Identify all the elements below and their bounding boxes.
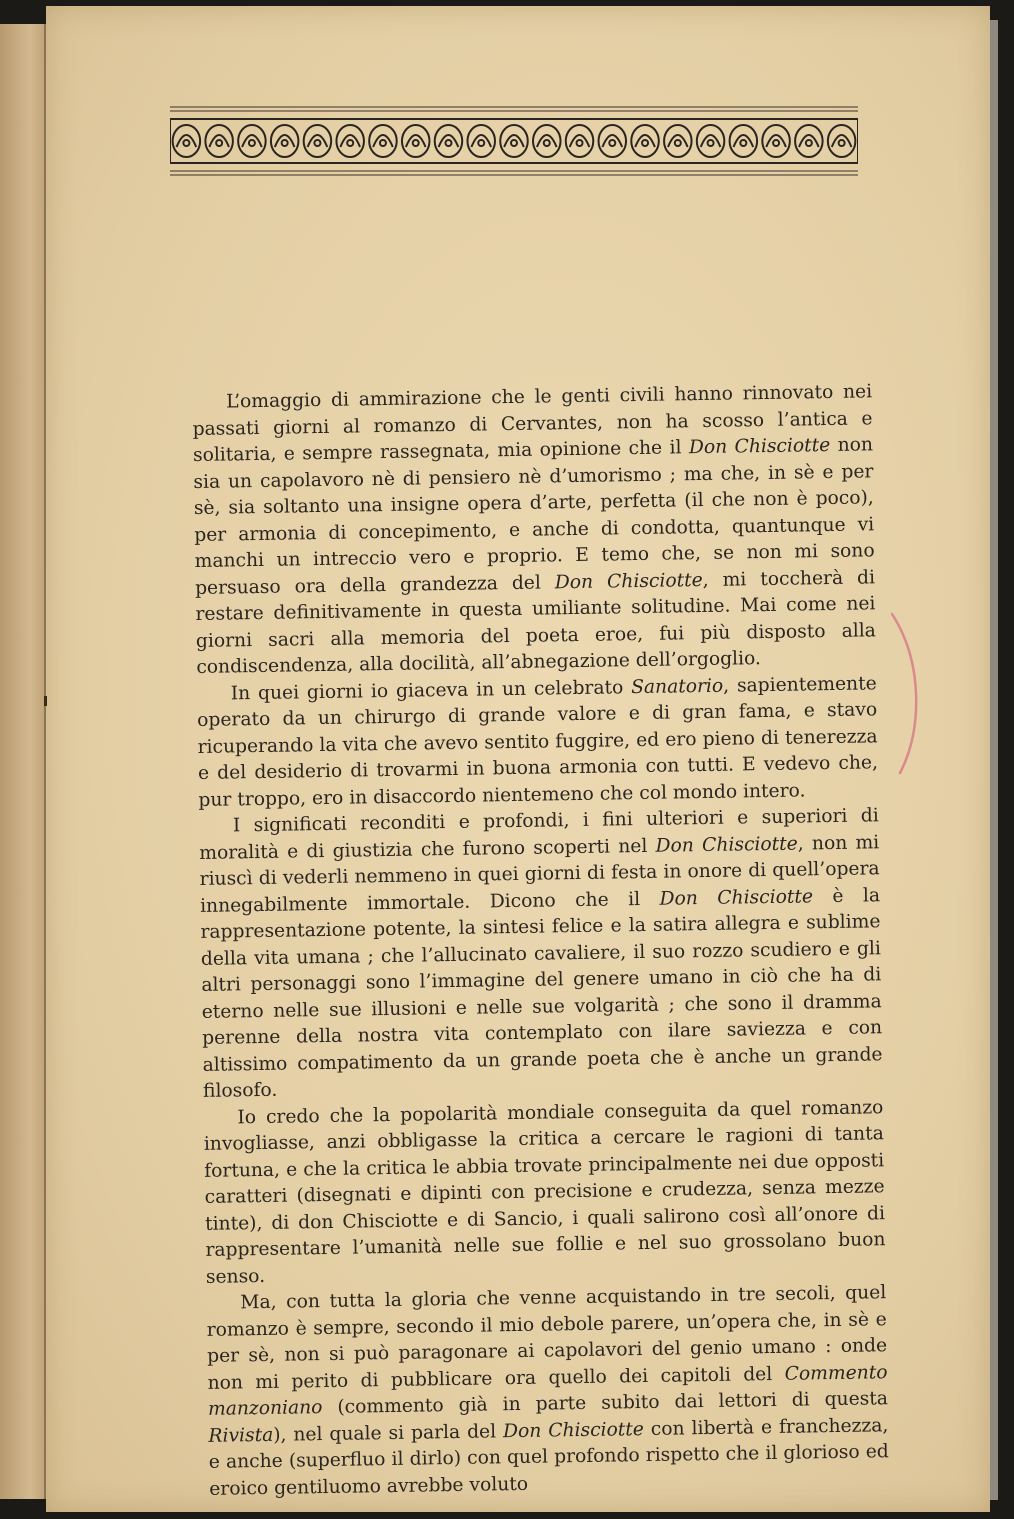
ornament-dot [282, 140, 288, 146]
italic-title: Commento manzoniano [207, 1361, 888, 1420]
body-text [192, 379, 889, 1503]
text-run: , non mi riuscì di vederli nemmeno in quei giorni di festa in onore di quell’opera innegabilmente immortale. Dicono che il [199, 831, 880, 917]
text-run: ), nel quale si parla del [273, 1420, 504, 1446]
ornament-dot [478, 140, 484, 146]
ornament-dot [216, 140, 222, 146]
ornament-dot [708, 140, 714, 146]
text-run: Io credo che la popolarità mondiale conseguita da quel romanzo invogliasse, anzi obbligasse la critica a cercare le ragioni di tanta fortuna, e che la critica le abbia trovate principalmente nei due opposti caratteri (disegnati e dipinti con precisione e crudezza, senza mezze tinte), di don Chisciotte e di Sancio, i quali salirono così all’onore di rappresentare l’umanità nelle sue follie e nel suo grossolano buon senso. [203, 1096, 886, 1288]
ornament-dot [609, 140, 615, 146]
paragraph [197, 671, 879, 814]
italic-title: Rivista [208, 1424, 274, 1447]
paragraph [206, 1280, 889, 1503]
text-run: non sia un capolavoro nè di pensiero nè d’umorismo ; ma che, in sè e per sè, sia soltanto una insigne opera d’arte, perfetta (il che non è poco), per armonia di concepimento, e anche di condotta, quantunque vi manchi un intreccio vero e proprio. E temo che, se non mi sono persuaso ora della grandezza del [193, 434, 875, 599]
italic-title: Don Chisciotte [502, 1418, 645, 1442]
text-run: è la rappresentazione potente, la sintesi felice e la satira allegra e sublime della vita umana ; che l’allucinato cavaliere, il suo rozzo scudiero e gli altri personaggi sono l’immagine del genere umano in ciò che ha di eterno nelle sue illusioni e nelle sue volgarità ; che sono il dramma perenne della nostra vita contemplato con ilare saviezza e con altissimo compatimento da un grande poeta che è anche un grande filosofo. [200, 884, 883, 1102]
italic-title: Don Chisciotte [554, 569, 703, 593]
text-run: In quei giorni io giaceva in un celebrato [230, 676, 632, 704]
scan-border [990, 20, 998, 1500]
text-run: , mi toccherà di restare definitivamente in questa umiliante solitudine. Mai come nei giorni sacri alla memoria del poeta eroe, fui più disposto alla condiscendenza, alla docilità, all’abnegazione dell’orgoglio. [195, 566, 877, 678]
ornament-dot [413, 140, 419, 146]
ornament-dot [511, 140, 517, 146]
ornament-dot [740, 140, 746, 146]
decorative-header-band [170, 105, 858, 179]
pencil-margin-mark [888, 608, 928, 778]
italic-title: Don Chisciotte [688, 434, 831, 459]
ornament-dot [773, 140, 779, 146]
text-run: , sapientemente operato da un chirurgo di grande valore e di gran fama, e stavo ricuperando la vita che avevo sentito fuggire, ed ero pieno di tenerezza e del desiderio di trovarmi in buona armonia con tutti. E vedevo che, pur troppo, ero in disaccordo nientemeno che col mondo intero. [197, 672, 879, 811]
ornament-dot [183, 140, 189, 146]
paragraph [203, 1095, 886, 1291]
italic-title: Don Chisciotte [655, 833, 798, 857]
ornament-dot [314, 140, 320, 146]
text-run: Ma, con tutta la gloria che venne acquistando in tre secoli, quel romanzo è sempre, secondo il mio debole parere, un’opera che, in sè e per sè, non si può paragonare ai capolavori del genio umano : onde non mi perito di pubblicare ora quello dei capitoli del [206, 1282, 888, 1394]
ornament-dot [445, 140, 451, 146]
text-run: (commento già in parte subito dai lettori di questa [322, 1388, 889, 1419]
text-run: I significati reconditi e profondi, i fini ulteriori e superiori di moralità e di giustizia che furono scoperti nel [199, 805, 879, 864]
ornament-dot [806, 140, 812, 146]
facing-page-edge [0, 24, 46, 1499]
paragraph [199, 803, 883, 1105]
ornament-dot [249, 140, 255, 146]
ornament-dot [642, 140, 648, 146]
text-run: L’omaggio di ammirazione che le genti civili hanno rinnovato nei passati giorni al romanzo di Cervantes, non ha scosso l’antica e solitaria, e sempre rassegnata, mia opinione che il [192, 381, 873, 466]
binding-mark [44, 696, 47, 706]
ornament-dot [380, 140, 386, 146]
italic-title: Don Chisciotte [659, 885, 814, 910]
text-run: con libertà e franchezza, e anche (superfluo il dirlo) con quel profondo rispetto che il glorioso ed eroico gentiluomo avrebbe voluto [208, 1414, 889, 1500]
ornament-dot [839, 140, 845, 146]
ornament-dot [675, 140, 681, 146]
ornament-dot [577, 140, 583, 146]
ornament-dot [347, 140, 353, 146]
italic-title: Sanatorio [630, 675, 724, 698]
paragraph [192, 379, 876, 681]
ornament-dot [544, 140, 550, 146]
